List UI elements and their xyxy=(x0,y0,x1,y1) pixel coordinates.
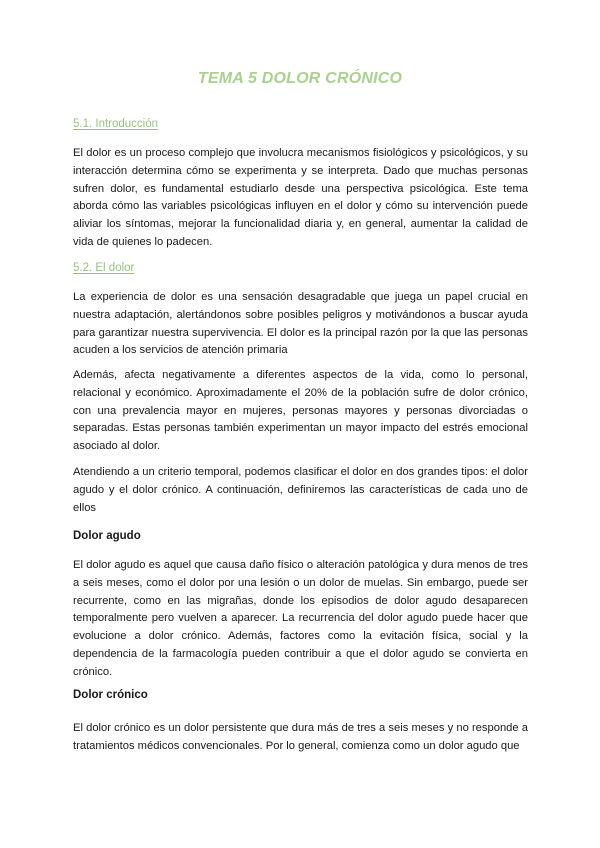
subheading-dolor-cronico: Dolor crónico xyxy=(73,689,148,701)
subheading-dolor-agudo: Dolor agudo xyxy=(73,530,141,542)
paragraph-introduccion: El dolor es un proceso complejo que involucra mecanismos fisiológicos y psicológicos, y su interacción determina cómo se experimenta y se interpreta. Dado que muchas personas sufren dolor, es fundamental estudiarlo desde una perspectiva psicológica. Este tema aborda cómo las variables psicológicas influyen en el dolor y cómo su intervención puede aliviar los síntomas, mejorar la funcionalidad diaria y, en general, aumentar la calidad de vida de quienes lo padecen. xyxy=(73,147,528,248)
paragraph-criterio-temporal: Atendiendo a un criterio temporal, podemos clasificar el dolor en dos grandes tipos: el dolor agudo y el dolor crónico. A continuación, definiremos las características de cada uno de ellos xyxy=(73,466,528,514)
paragraph-impacto-dolor: Además, afecta negativamente a diferentes aspectos de la vida, como lo personal, relacional y económico. Aproximadamente el 20% de la población sufre de dolor crónico, con una prevalencia mayor en mujeres, personas mayores y personas divorciadas o separadas. Estas personas también experimentan un mayor impacto del estrés emocional asociado al dolor. xyxy=(73,369,528,453)
paragraph-experiencia-dolor: La experiencia de dolor es una sensación desagradable que juega un papel crucial en nuestra adaptación, alertándonos sobre posibles peligros y motivándonos a buscar ayuda para garantizar nuestra supervivencia. El dolor es la principal razón por la que las personas acuden a los servicios de atención primaria xyxy=(73,291,528,357)
paragraph-dolor-agudo: El dolor agudo es aquel que causa daño físico o alteración patológica y dura menos de tres a seis meses, como el dolor por una lesión o un dolor de muelas. Sin embargo, puede ser recurrente, como en las migrañas, donde los episodios de dolor agudo desaparecen temporalmente pero vuelven a aparecer. La recurrencia del dolor agudo puede hacer que evolucione a dolor crónico. Además, factores como la evitación física, social y la dependencia de la farmacología pueden contribuir a que el dolor agudo se convierta en crónico. xyxy=(73,559,528,678)
paragraph-dolor-cronico: El dolor crónico es un dolor persistente que dura más de tres a seis meses y no responde a tratamientos médicos convencionales. Por lo general, comienza como un dolor agudo que xyxy=(73,722,528,752)
document-title: TEMA 5 DOLOR CRÓNICO xyxy=(197,70,403,87)
section-heading-el-dolor: 5.2. El dolor xyxy=(73,262,135,274)
section-heading-introduccion: 5.1. Introducción xyxy=(73,118,159,130)
